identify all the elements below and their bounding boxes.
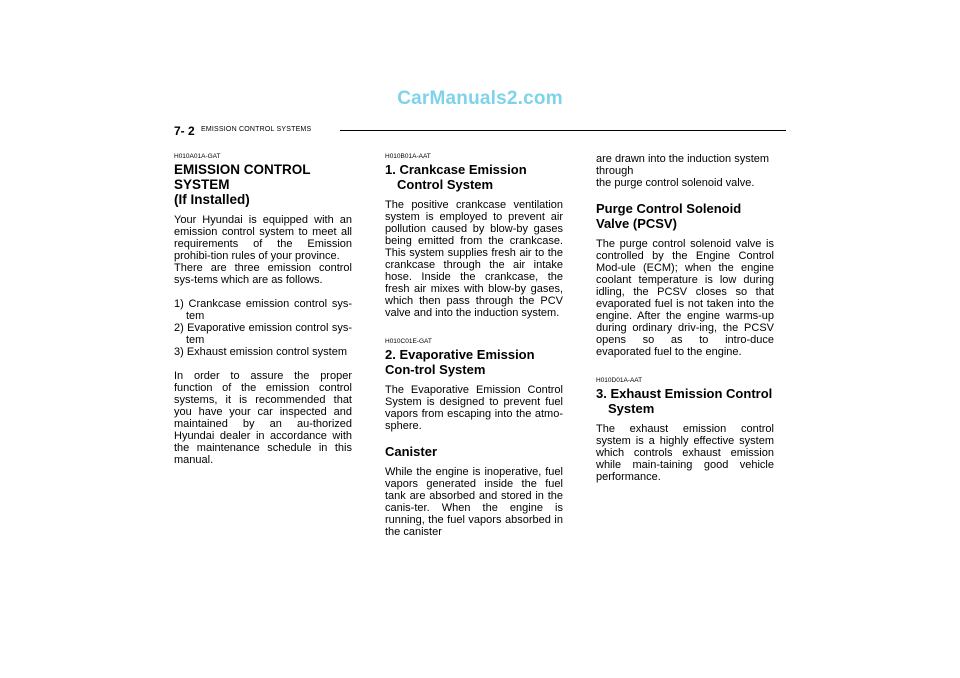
canister-heading: Canister (385, 444, 438, 459)
pcsv-heading: Purge Control Solenoid Valve (PCSV) (596, 201, 742, 231)
continued-text: through (596, 165, 634, 177)
page-header (174, 124, 786, 136)
reference-code: H010C01E-GAT (385, 338, 432, 345)
evaporative-title: 2. Evaporative Emission Con-trol System (385, 347, 535, 377)
reference-code: H010D01A-AAT (596, 377, 643, 384)
continued-text: the purge control solenoid valve. (596, 177, 755, 189)
header-rule (340, 130, 786, 131)
main-subtitle: (If Installed) (174, 192, 250, 207)
pcsv-paragraph: The purge control solenoid valve is controlled by the Engine Control Mod-ule (ECM); when the engine coolant temperature is low during idling, the PCSV closes so that evaporated fuel is not taken into the engine. After the engine warms-up during ordinary driv-ing, the PCSV opens so as to intro-duce evaporated fuel to the engine. (596, 238, 774, 358)
exhaust-title: 3. Exhaust Emission Control System (596, 386, 773, 416)
list-item: 2) Evaporative emission control sys-tem (174, 322, 352, 346)
list-item: 1) Crankcase emission control sys-tem (174, 298, 352, 322)
watermark-text: CarManuals2.com (397, 88, 563, 109)
column-2 (385, 153, 563, 538)
main-title: EMISSION CONTROL SYSTEM (174, 162, 311, 192)
list-item: 3) Exhaust emission control system (174, 346, 348, 358)
reference-code: H010A01A-GAT (174, 153, 221, 160)
crankcase-title: 1. Crankcase Emission Control System (385, 162, 527, 192)
page-number: 7- 2 (174, 124, 195, 138)
continued-text: are drawn into the induction system (596, 153, 770, 165)
crankcase-paragraph: The positive crankcase ventilation system is employed to prevent air pollution caused by blow-by gases being emitted from the crankcase. This system supplies fresh air to the crankcase through the air intake hose. Inside the crankcase, the fresh air mixes with blow-by gases, which then pass through the PCV valve and into the induction system. (385, 199, 563, 319)
canister-paragraph: While the engine is inoperative, fuel vapors generated inside the fuel tank are absorbed and stored in the canis-ter. When the engine is running, the fuel vapors absorbed in the canister (385, 466, 563, 538)
intro-paragraph-2: There are three emission control sys-tems which are as follows. (174, 262, 352, 286)
closing-paragraph: In order to assure the proper function of the emission control systems, it is recommended that you have your car inspected and maintained by an au-thorized Hyundai dealer in accordance with the maintenance schedule in this manual. (174, 370, 352, 466)
reference-code: H010B01A-AAT (385, 153, 431, 160)
exhaust-paragraph: The exhaust emission control system is a highly effective system which controls exhaust emission while main-taining good vehicle performance. (596, 423, 774, 483)
section-title: EMISSION CONTROL SYSTEMS (201, 126, 312, 133)
column-1 (174, 153, 352, 466)
evaporative-paragraph: The Evaporative Emission Control System is designed to prevent fuel vapors from escaping into the atmo-sphere. (385, 384, 563, 432)
intro-paragraph: Your Hyundai is equipped with an emission control system to meet all requirements of the Emission prohibi-tion rules of your province. (174, 214, 352, 262)
column-3 (596, 153, 774, 483)
